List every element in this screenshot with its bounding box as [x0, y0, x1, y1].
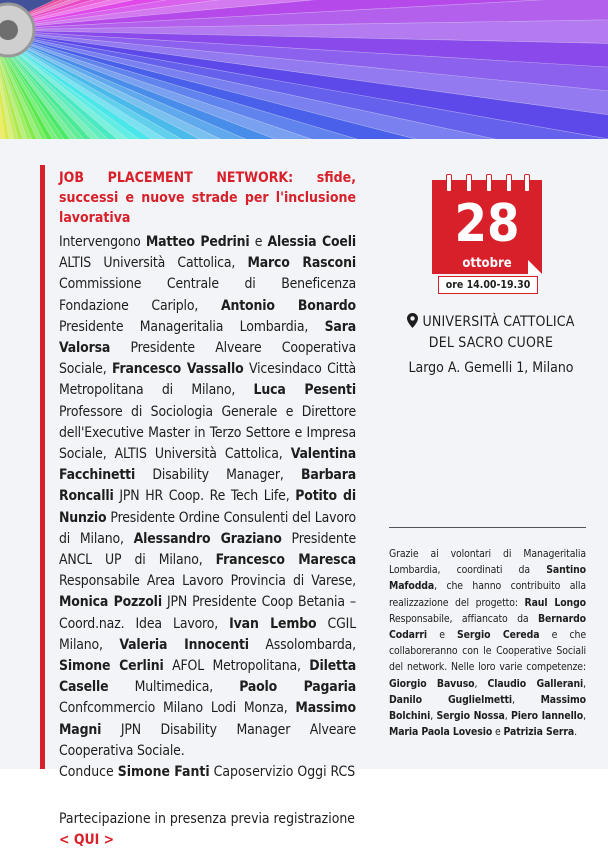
highlighted-name: Diletta Caselle	[59, 658, 356, 696]
venue-name-line1: UNIVERSITÀ CATTOLICA	[422, 314, 575, 330]
highlighted-name: Sergio Nossa	[436, 710, 505, 723]
event-description	[59, 168, 356, 851]
location-pin-icon	[407, 313, 418, 328]
highlighted-name: Ivan Lembo	[229, 615, 317, 632]
highlighted-name: Barbara Roncalli	[59, 467, 356, 505]
accent-bar	[40, 165, 45, 769]
highlighted-name: Piero Iannello	[511, 710, 584, 723]
highlighted-name: Claudio Gallerani	[487, 677, 584, 690]
calendar-ring-icon	[486, 174, 492, 192]
acknowledgements-text: Grazie ai volontari di Manageritalia Lombardia, coordinati da Santino Mafodda, che hanno contribuito alla realizzazione del progetto: Raul Longo Responsabile, affiancato da Bernardo Codarri e Sergio Cereda e che collaboreranno con le Cooperative Sociali del network. Nelle loro varie competenze: Giorgio Bavuso, Claudio Gallerani, Danilo Guglielmetti, Massimo Bolchini, Sergio Nossa, Piero Iannello, Maria Paola Lovesio e Patrizia Serra.	[389, 548, 586, 739]
highlighted-name: Giorgio Bavuso	[389, 677, 475, 690]
highlighted-name: Massimo Magni	[59, 700, 356, 738]
event-title: JOB PLACEMENT NETWORK: sfide, successi e nuove strade per l'inclusione lavorativa	[59, 170, 356, 226]
highlighted-name: Raul Longo	[524, 596, 586, 609]
moderator-line	[59, 762, 356, 783]
highlighted-name: Danilo Guglielmetti	[389, 693, 512, 706]
divider	[389, 527, 586, 528]
highlighted-name: Monica Pozzoli	[59, 594, 162, 611]
highlighted-name: Potito di Nunzio	[59, 488, 356, 526]
highlighted-name: Francesco Vassallo	[111, 361, 244, 378]
highlighted-name: Simone Cerlini	[59, 658, 164, 675]
highlighted-name: Matteo Pedrini	[145, 234, 250, 250]
highlighted-name: Valentina Facchinetti	[59, 446, 356, 484]
moderator-prefix: Conduce	[59, 764, 118, 781]
highlighted-name: Bernardo Codarri	[389, 612, 586, 642]
header-banner	[0, 0, 608, 139]
calendar-date-badge	[432, 174, 542, 296]
registration-text: Partecipazione in presenza previa registrazione	[59, 811, 355, 828]
highlighted-name: Francesco Maresca	[215, 552, 356, 569]
calendar-ring-icon	[466, 174, 472, 192]
venue-name-line2: DEL SACRO CUORE	[428, 335, 554, 351]
highlighted-name: Marco Rasconi	[247, 255, 356, 272]
moderator-name: Simone Fanti	[117, 764, 210, 781]
calendar-month: ottobre	[432, 254, 542, 274]
calendar-ring-icon	[446, 174, 452, 192]
highlighted-name: Antonio Bonardo	[220, 297, 356, 314]
calendar-ring-icon	[524, 174, 530, 192]
highlighted-name: Massimo Bolchini	[389, 693, 586, 723]
highlighted-name: Luca Pesenti	[253, 382, 356, 399]
venue-name	[386, 312, 596, 354]
calendar-day: 28	[454, 194, 520, 254]
highlighted-name: Patrizia Serra	[503, 726, 575, 739]
registration-line	[59, 809, 356, 851]
speakers-text: Intervengono Matteo Pedrini e Alessia Coeli ALTIS Università Cattolica, Marco Rasconi Commissione Centrale di Beneficenza Fondazione Cariplo, Antonio Bonardo Presidente Manageritalia Lombardia, Sara Valorsa Presidente Alveare Cooperativa Sociale, Francesco Vassallo Vicesindaco Città Metropolitana di Milano, Luca Pesenti Professore di Sociologia Generale e Direttore dell'Executive Master in Terzo Settore e Impresa Sociale, ALTIS Università Cattolica, Valentina Facchinetti Disability Manager, Barbara Roncalli JPN HR Coop. Re Tech Life, Potito di Nunzio Presidente Ordine Consulenti del Lavoro di Milano, Alessandro Graziano Presidente ANCL UP di Milano, Francesco Maresca Responsabile Area Lavoro Provincia di Varese, Monica Pozzoli JPN Presidente Coop Betania – Coord.naz. Idea Lavoro, Ivan Lembo CGIL Milano, Valeria Innocenti Assolombarda, Simone Cerlini AFOL Metropolitana, Diletta Caselle Multimedica, Paolo Pagaria Confcommercio Milano Lodi Monza, Massimo Magni JPN Disability Manager Alveare Cooperativa Sociale.	[59, 234, 357, 759]
calendar-page-fold	[528, 260, 542, 274]
highlighted-name: Alessia Coeli	[267, 234, 357, 250]
highlighted-name: Sara Valorsa	[59, 318, 356, 357]
event-time: ore 14.00-19.30	[438, 276, 538, 294]
highlighted-name: Valeria Innocenti	[119, 636, 249, 653]
highlighted-name: Santino Mafodda	[389, 564, 586, 593]
venue-block	[386, 312, 596, 379]
highlighted-name: Maria Paola Lovesio	[389, 726, 493, 739]
highlighted-name: Alessandro Graziano	[133, 530, 282, 547]
highlighted-name: Paolo Pagaria	[239, 679, 356, 696]
registration-link[interactable]: < QUI >	[59, 832, 115, 849]
calendar-ring-icon	[506, 174, 512, 192]
venue-address: Largo A. Gemelli 1, Milano	[408, 360, 574, 376]
moderator-role: Caposervizio Oggi RCS	[209, 764, 356, 781]
color-swatch-fan-image	[0, 0, 608, 139]
highlighted-name: Sergio Cereda	[457, 629, 540, 642]
